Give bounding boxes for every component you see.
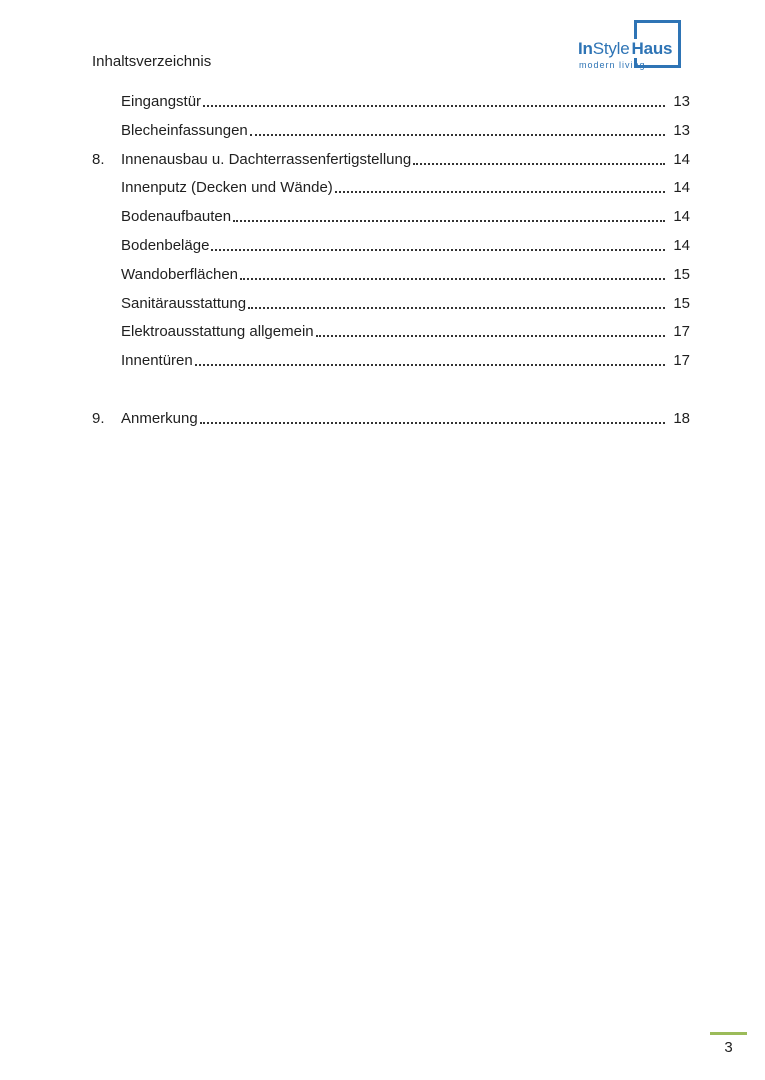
footer-accent-line bbox=[710, 1032, 747, 1035]
toc-dotted-leader bbox=[200, 405, 665, 424]
toc-dotted-leader bbox=[335, 174, 665, 193]
toc-entry-label[interactable]: Bodenbeläge bbox=[121, 236, 210, 254]
instylehaus-logo bbox=[578, 14, 694, 76]
toc-entry-label[interactable]: Elektroausstattung allgemein bbox=[121, 323, 314, 341]
toc-entry[interactable] bbox=[92, 318, 690, 347]
toc-dotted-leader bbox=[195, 347, 665, 366]
toc-dotted-leader bbox=[316, 318, 665, 337]
toc-entry[interactable] bbox=[92, 174, 690, 203]
toc-dotted-leader bbox=[203, 88, 665, 107]
logo-part-in: In bbox=[578, 39, 593, 58]
toc-entry-page[interactable]: 18 bbox=[673, 409, 690, 427]
page-footer bbox=[710, 1032, 747, 1056]
page-title: Inhaltsverzeichnis bbox=[92, 53, 212, 70]
toc-entry-number: 9. bbox=[92, 409, 105, 427]
toc-entry-number bbox=[92, 203, 121, 232]
toc-entry-page[interactable]: 14 bbox=[673, 208, 690, 226]
toc-entry-number bbox=[92, 88, 121, 117]
toc-entry[interactable] bbox=[92, 290, 690, 319]
toc-entry-number bbox=[92, 174, 121, 203]
table-of-contents bbox=[92, 88, 690, 434]
toc-dotted-leader bbox=[211, 232, 665, 251]
toc-entry-page[interactable]: 15 bbox=[673, 265, 690, 283]
toc-entry-page[interactable]: 13 bbox=[673, 121, 690, 139]
toc-entry-page[interactable]: 15 bbox=[673, 294, 690, 312]
toc-entry-label[interactable]: Sanitärausstattung bbox=[121, 294, 247, 312]
toc-entry-page[interactable]: 14 bbox=[673, 236, 690, 254]
toc-entry-label[interactable]: Bodenaufbauten bbox=[121, 208, 232, 226]
toc-entry[interactable] bbox=[92, 88, 690, 117]
toc-entry[interactable] bbox=[92, 347, 690, 376]
toc-entry-label[interactable]: Innenputz (Decken und Wände) bbox=[121, 179, 333, 197]
toc-entry-number bbox=[92, 117, 121, 146]
toc-entry[interactable] bbox=[92, 232, 690, 261]
toc-entry-label[interactable]: Eingangstür bbox=[121, 93, 202, 110]
toc-entry[interactable] bbox=[92, 146, 690, 175]
logo-part-style: Style bbox=[592, 39, 630, 58]
toc-entry-number bbox=[92, 318, 121, 347]
toc-entry-label[interactable]: Anmerkung bbox=[121, 409, 198, 427]
toc-dotted-leader bbox=[413, 146, 665, 165]
toc-entry[interactable] bbox=[92, 203, 690, 232]
toc-entry-page[interactable]: 14 bbox=[673, 179, 690, 197]
logo-wordmark bbox=[578, 40, 674, 57]
logo-part-haus: Haus bbox=[631, 39, 673, 58]
toc-entry-label[interactable]: Innenausbau u. Dachterrassenfertigstellung bbox=[121, 150, 412, 168]
toc-dotted-leader bbox=[233, 203, 665, 222]
page-number: 3 bbox=[724, 1039, 733, 1056]
toc-entry-label[interactable]: Blecheinfassungen bbox=[121, 121, 248, 139]
toc-entry-number bbox=[92, 261, 121, 290]
toc-entry-number: 8. bbox=[92, 150, 105, 168]
toc-dotted-leader bbox=[240, 261, 665, 280]
toc-dotted-leader bbox=[248, 290, 665, 309]
logo-tagline: modern living bbox=[579, 60, 646, 70]
toc-entry[interactable] bbox=[92, 405, 690, 434]
toc-entry-label[interactable]: Innentüren bbox=[121, 352, 193, 370]
toc-entry-page[interactable]: 14 bbox=[673, 150, 690, 168]
toc-entry-label[interactable]: Wandoberflächen bbox=[121, 265, 239, 283]
toc-entry-number bbox=[92, 290, 121, 319]
toc-entry[interactable] bbox=[92, 261, 690, 290]
toc-entry-number bbox=[92, 347, 121, 376]
toc-entry-page[interactable]: 17 bbox=[673, 323, 690, 341]
toc-dotted-leader bbox=[250, 117, 665, 136]
toc-entry-page[interactable]: 17 bbox=[673, 352, 690, 370]
toc-entry-number bbox=[92, 232, 121, 261]
toc-entry[interactable] bbox=[92, 117, 690, 146]
toc-entry-page[interactable]: 13 bbox=[673, 93, 690, 110]
